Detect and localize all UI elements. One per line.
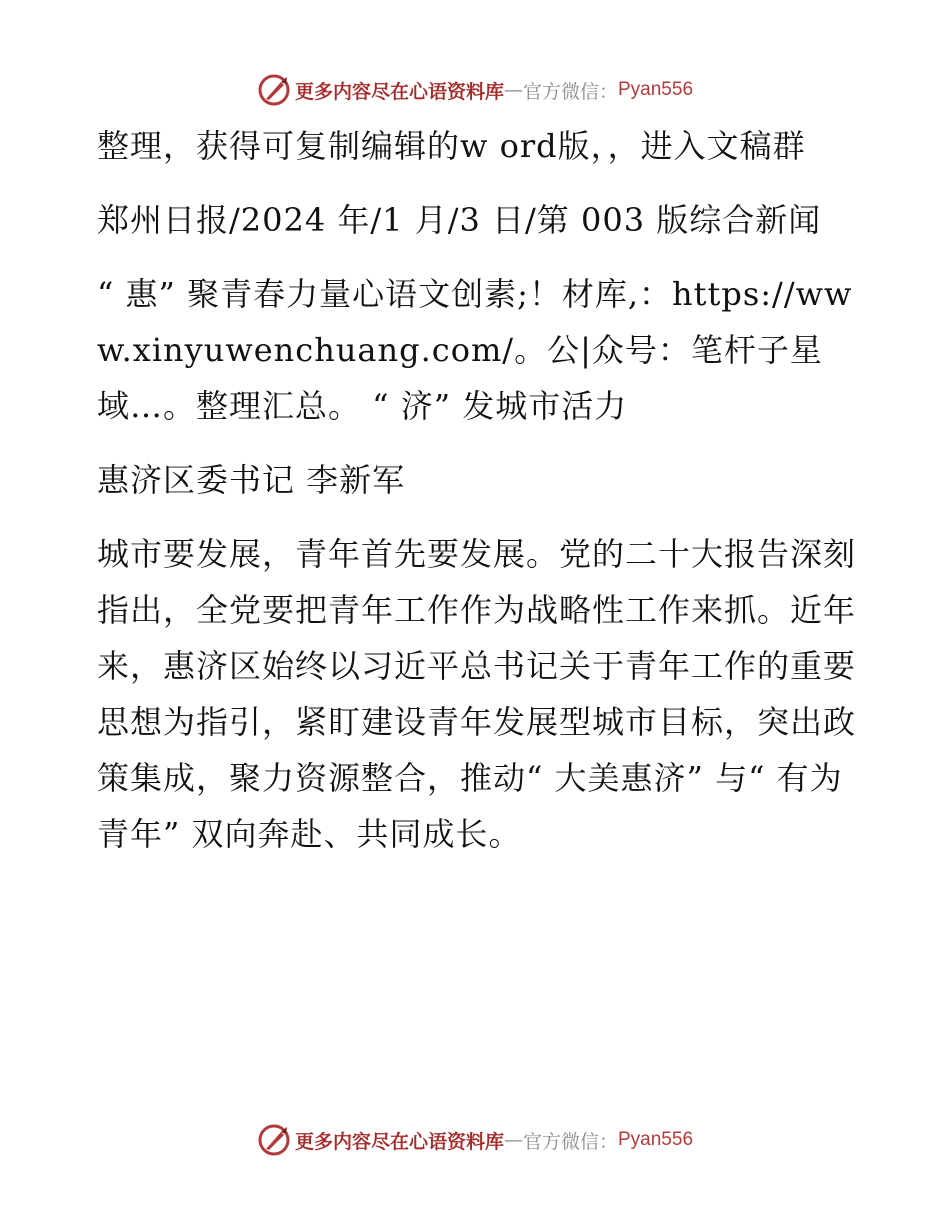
header-watermark: [0, 70, 950, 110]
watermark-brand-text: 更多内容尽在心语资料库: [294, 80, 504, 103]
footer-watermark: [0, 1120, 950, 1160]
document-body: [97, 118, 857, 862]
watermark-separator: —: [503, 1129, 523, 1151]
quill-pen-circle-icon: [257, 73, 291, 107]
paragraph-headline: “ 惠” 聚青春力量心语文创素;！材库,：https://www.xinyuwenchuang.com/。公|众号：笔杆子星域…。整理汇总。 “ 济” 发城市活力: [97, 275, 853, 425]
paragraph-intro: 整理，获得可复制编辑的w ord版，，进入文稿群: [97, 127, 806, 165]
watermark-wechat-id: Pyan556: [618, 1129, 694, 1150]
paragraph-author: 惠济区委书记 李新军: [97, 461, 406, 499]
paragraph-body: 城市要发展，青年首先要发展。党的二十大报告深刻指出，全党要把青年工作作为战略性工作来抓。近年来，惠济区始终以习近平总书记关于青年工作的重要思想为指引，紧盯建设青年发展型城市目标，突出政策集成，聚力资源整合，推动“ 大美惠济” 与“ 有为青年” 双向奔赴、共同成长。: [97, 535, 857, 853]
watermark-separator: —: [503, 79, 523, 101]
watermark-wechat-id: Pyan556: [618, 79, 694, 100]
quill-pen-circle-icon: [257, 1123, 291, 1157]
watermark-wechat-label: 官方微信：: [522, 80, 618, 103]
watermark-brand-text: 更多内容尽在心语资料库: [294, 1130, 504, 1153]
watermark-wechat-label: 官方微信：: [522, 1130, 618, 1153]
paragraph-source: 郑州日报/2024 年/1 月/3 日/第 003 版综合新闻: [97, 201, 822, 239]
